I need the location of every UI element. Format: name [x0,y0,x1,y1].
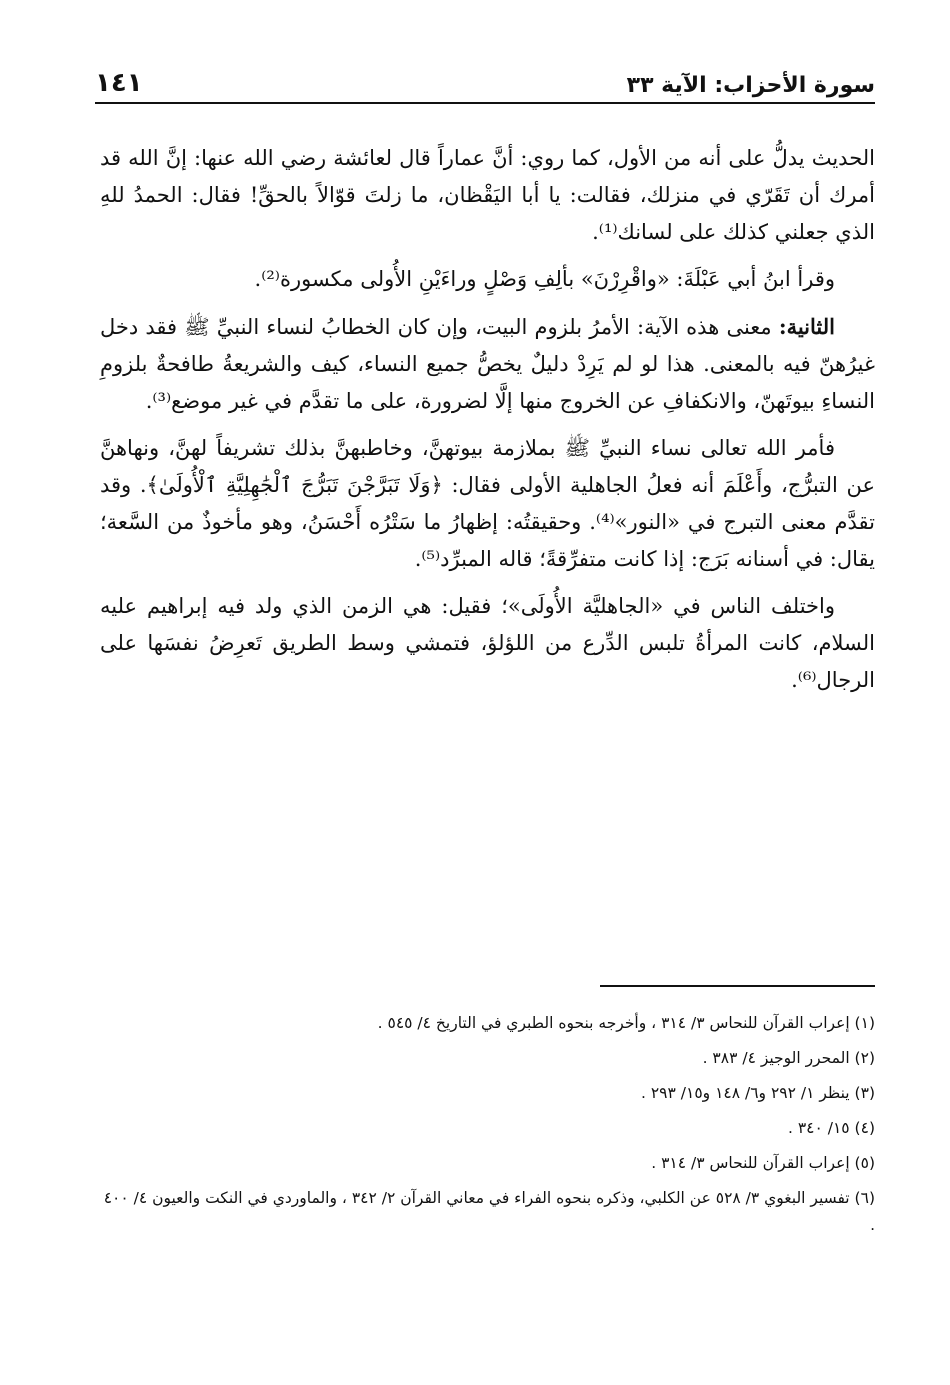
paragraph-2: وقرأ ابنُ أبي عَبْلَةَ: «واقْرِرْنَ» بألِفِ وَصْلٍ وراءَيْنِ الأُولى مكسورة⁽²⁾. [254,267,835,291]
footnote-1: (١) إعراب القرآن للنحاس ٣/ ٣١٤ ، وأخرجه بنحوه الطبري في التاريخ ٤/ ٥٤٥ . [377,1014,875,1032]
footnote-5: (٥) إعراب القرآن للنحاس ٣/ ٣١٤ . [651,1154,875,1172]
main-text [100,140,875,709]
footnotes [100,1010,875,1247]
footnote-divider [600,985,875,987]
page-number: ١٤١ [95,68,143,98]
paragraph-5: واختلف الناس في «الجاهليَّة الأُولَى»؛ فقيل: هي الزمن الذي ولد فيه إبراهيم عليه السلام، كانت المرأةُ تلبس الدِّرع من اللؤلؤ، فتمشي وسط الطريق تَعرِضُ نفسَها على الرجال⁽⁶⁾. [100,594,875,692]
paragraph-4: فأمر الله تعالى نساء النبيِّ ﷺ بملازمة بيوتهنَّ، وخاطبهنَّ بذلك تشريفاً لهنَّ، ونهاهنَّ عن التبرُّج، وأَعْلَمَ أنه فعلُ الجاهلية الأولى فقال: ﴿وَلَا تَبَرَّجْنَ تَبَرُّجَ ٱلْجَٰهِلِيَّةِ ٱلْأُولَىٰ﴾. وقد تقدَّم معنى التبرج في «النور»⁽⁴⁾. وحقيقتُه: إظهارُ ما سَتْرُه أَحْسَنُ، وهو مأخوذٌ من السَّعة؛ يقال: في أسنانه بَرَج: إذا كانت متفرِّقةً؛ قاله المبرِّد⁽⁵⁾. [100,436,875,571]
paragraph-3-lead: الثانية: [778,314,835,339]
paragraph-1: الحديث يدلُّ على أنه من الأول، كما روي: أنَّ عماراً قال لعائشة رضي الله عنها: إنَّ الله قد أمرك أن تَقَرّي في منزلك، فقالت: يا أبا اليَقْظان، ما زلتَ قوّالاً بالحقِّ! فقال: الحمدُ للهِ الذي جعلني كذلك على لسانك⁽¹⁾. [100,146,875,244]
footnote-3: (٣) ينظر ١/ ٢٩٢ و٦/ ١٤٨ و١٥/ ٢٩٣ . [641,1084,875,1102]
page-header [95,58,875,104]
footnote-2: (٢) المحرر الوجيز ٤/ ٣٨٣ . [702,1049,875,1067]
footnote-6: (٦) تفسير البغوي ٣/ ٥٢٨ عن الكلبي، وذكره بنحوه الفراء في معاني القرآن ٢/ ٣٤٢ ، والماوردي في النكت والعيون ٤/ ٤٠٠ . [103,1189,875,1234]
footnote-4: (٤) ١٥/ ٣٤٠ . [787,1119,875,1137]
paragraph-3-text: معنى هذه الآية: الأمرُ بلزوم البيت، وإن كان الخطابُ لنساء النبيِّ ﷺ فقد دخل غيرُهنّ فيه بالمعنى. هذا لو لم يَرِدْ دليلٌ يخصُّ جميع النساء، كيف والشريعةُ طافحةٌ بلزومِ النساءِ بيوتَهنّ، والانكفافِ عن الخروج منها إلَّا لضرورة، على ما تقدَّم في غير موضع⁽³⁾. [100,315,875,413]
running-title: سورة الأحزاب: الآية ٣٣ [626,73,875,98]
paragraph-3 [100,308,875,420]
